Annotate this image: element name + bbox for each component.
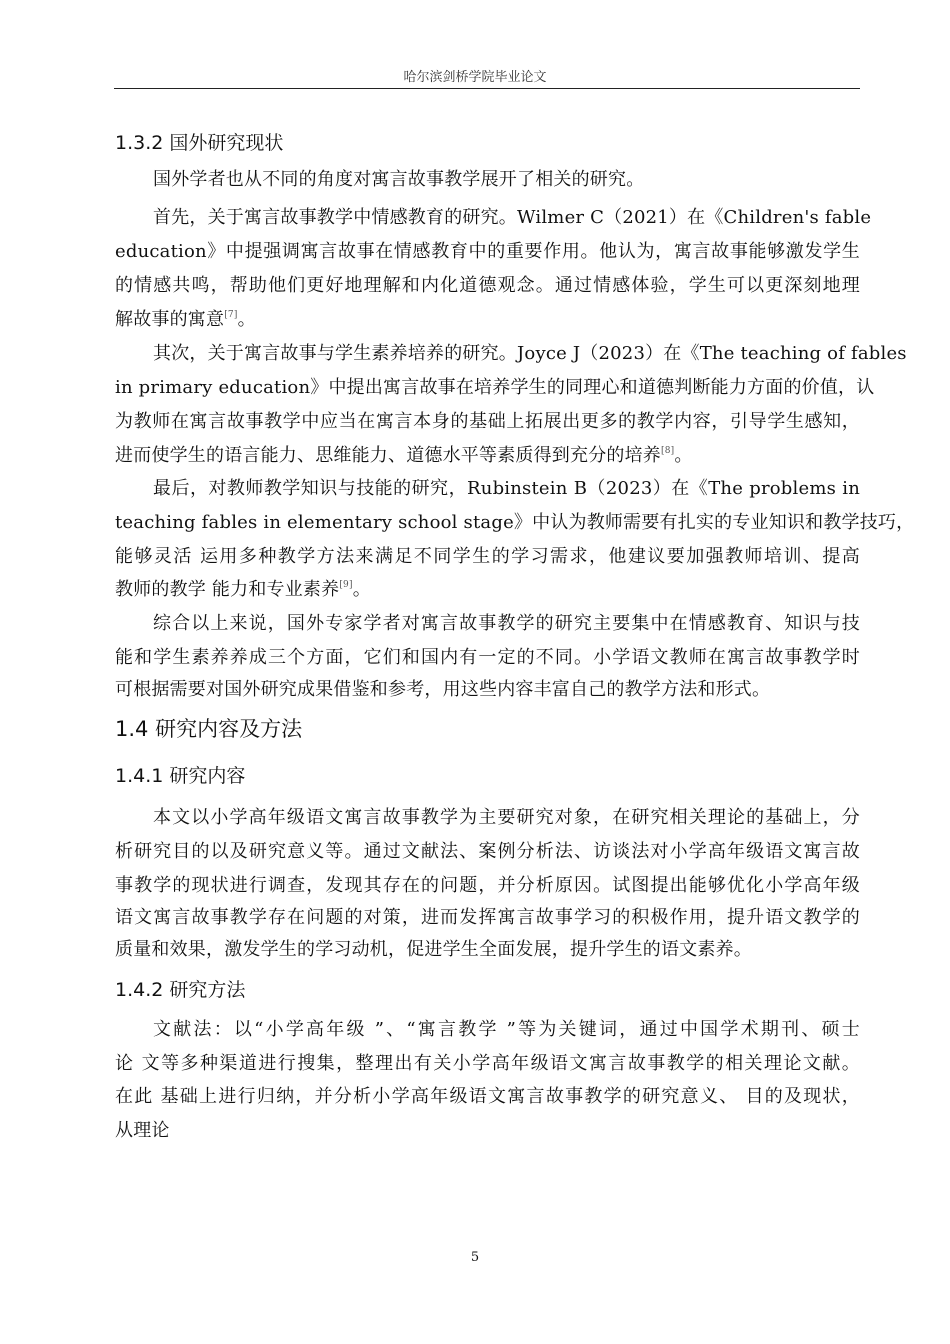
line-text: 论 文等多种渠道进行搜集，整理出有关小学高年级语文寓言故事教学的相关理论文献。	[115, 1053, 860, 1074]
line-text: 为教师在寓言故事教学中应当在寓言本身的基础上拓展出更多的教学内容，引导学生感知，	[115, 411, 860, 432]
line-text: 进而使学生的语言能力、思维能力、道德水平等素质得到充分的培养	[115, 445, 661, 466]
running-header: 哈尔滨剑桥学院毕业论文	[403, 70, 547, 85]
paragraph-line	[115, 874, 860, 898]
line-text: 综合以上来说，国外专家学者对寓言故事教学的研究主要集中在情感教育、知识与技	[153, 613, 860, 634]
paragraph-line	[153, 342, 907, 366]
line-text: 从理论	[115, 1120, 170, 1141]
paragraph-line	[115, 906, 860, 930]
paragraph-line	[115, 1119, 860, 1143]
line-tail: 。	[674, 445, 693, 466]
paragraph-line	[115, 376, 875, 400]
paragraph-line	[115, 308, 860, 332]
line-text: teaching fables in elementary school stage》中认为教师需要有扎实的专业知识和教学技巧，	[115, 512, 915, 533]
line-text: 的情感共鸣，帮助他们更好地理解和内化道德观念。通过情感体验，学生可以更深刻地理	[115, 275, 860, 296]
header-rule	[114, 88, 860, 89]
line-text: 本文以小学高年级语文寓言故事教学为主要研究对象，在研究相关理论的基础上，分	[153, 807, 860, 828]
paragraph-line	[115, 1052, 860, 1076]
paragraph-line	[115, 578, 860, 602]
page-number: 5	[470, 1250, 480, 1265]
paragraph-line	[115, 511, 915, 535]
paragraph-line	[153, 806, 860, 830]
line-text: 首先，关于寓言故事教学中情感教育的研究。Wilmer C（2021）在《Children's fable	[153, 207, 872, 228]
paragraph-line	[115, 240, 860, 264]
paragraph-line	[115, 1085, 860, 1109]
line-text: 教师的教学 能力和专业素养	[115, 579, 340, 600]
line-text: 最后，对教师教学知识与技能的研究，Rubinstein B（2023）在《The problems in	[153, 478, 860, 499]
line-text: 可根据需要对国外研究成果借鉴和参考，用这些内容丰富自己的教学方法和形式。	[115, 679, 771, 700]
paragraph-line	[115, 938, 860, 962]
line-text: 质量和效果，激发学生的学习动机，促进学生全面发展，提升学生的语文素养。	[115, 939, 752, 960]
paragraph-line	[153, 477, 860, 501]
line-text: 在此 基础上进行归纳，并分析小学高年级语文寓言故事教学的研究意义、 目的及现状，	[115, 1086, 860, 1107]
line-text: education》中提强调寓言故事在情感教育中的重要作用。他认为，寓言故事能够激发学生	[115, 241, 860, 262]
paragraph-line	[153, 612, 860, 636]
line-text: 解故事的寓意	[115, 309, 225, 330]
line-text: 能够灵活 运用多种教学方法来满足不同学生的学习需求，他建议要加强教师培训、提高	[115, 546, 860, 567]
line-text: 国外学者也从不同的角度对寓言故事教学展开了相关的研究。	[153, 169, 645, 190]
line-text: 事教学的现状进行调查，发现其存在的问题，并分析原因。试图提出能够优化小学高年级	[115, 875, 860, 896]
line-text: 析研究目的以及研究意义等。通过文献法、案例分析法、访谈法对小学高年级语文寓言故	[115, 841, 860, 862]
paragraph-line	[153, 1018, 860, 1042]
paragraph-line	[153, 168, 860, 192]
paragraph-line	[153, 206, 872, 230]
paragraph-line	[115, 444, 860, 468]
paragraph-line	[115, 545, 860, 569]
citation-reference[interactable]: [8]	[661, 446, 675, 456]
paragraph-line	[115, 274, 860, 298]
line-text: 其次，关于寓言故事与学生素养培养的研究。Joyce J（2023）在《The teaching of fables	[153, 343, 907, 364]
paragraph-line	[115, 410, 860, 434]
citation-reference[interactable]: [7]	[224, 310, 238, 320]
paragraph-line	[115, 840, 860, 864]
citation-reference[interactable]: [9]	[339, 580, 353, 590]
line-text: 文献法：以“小学高年级 ”、“寓言教学 ”等为关键词，通过中国学术期刊、硕士	[153, 1019, 860, 1040]
line-text: 能和学生素养养成三个方面，它们和国内有一定的不同。小学语文教师在寓言故事教学时	[115, 647, 860, 668]
subsection-heading: 1.4.2 研究方法	[115, 979, 246, 1001]
subsection-heading: 1.3.2 国外研究现状	[115, 132, 284, 154]
subsection-heading: 1.4.1 研究内容	[115, 765, 246, 787]
line-tail: 。	[237, 309, 256, 330]
paragraph-line	[115, 678, 860, 702]
line-tail: 。	[352, 579, 371, 600]
line-text: in primary education》中提出寓言故事在培养学生的同理心和道德判断能力方面的价值，认	[115, 377, 875, 398]
paragraph-line	[115, 646, 860, 670]
line-text: 语文寓言故事教学存在问题的对策，进而发挥寓言故事学习的积极作用，提升语文教学的	[115, 907, 860, 928]
section-heading: 1.4 研究内容及方法	[115, 717, 303, 741]
